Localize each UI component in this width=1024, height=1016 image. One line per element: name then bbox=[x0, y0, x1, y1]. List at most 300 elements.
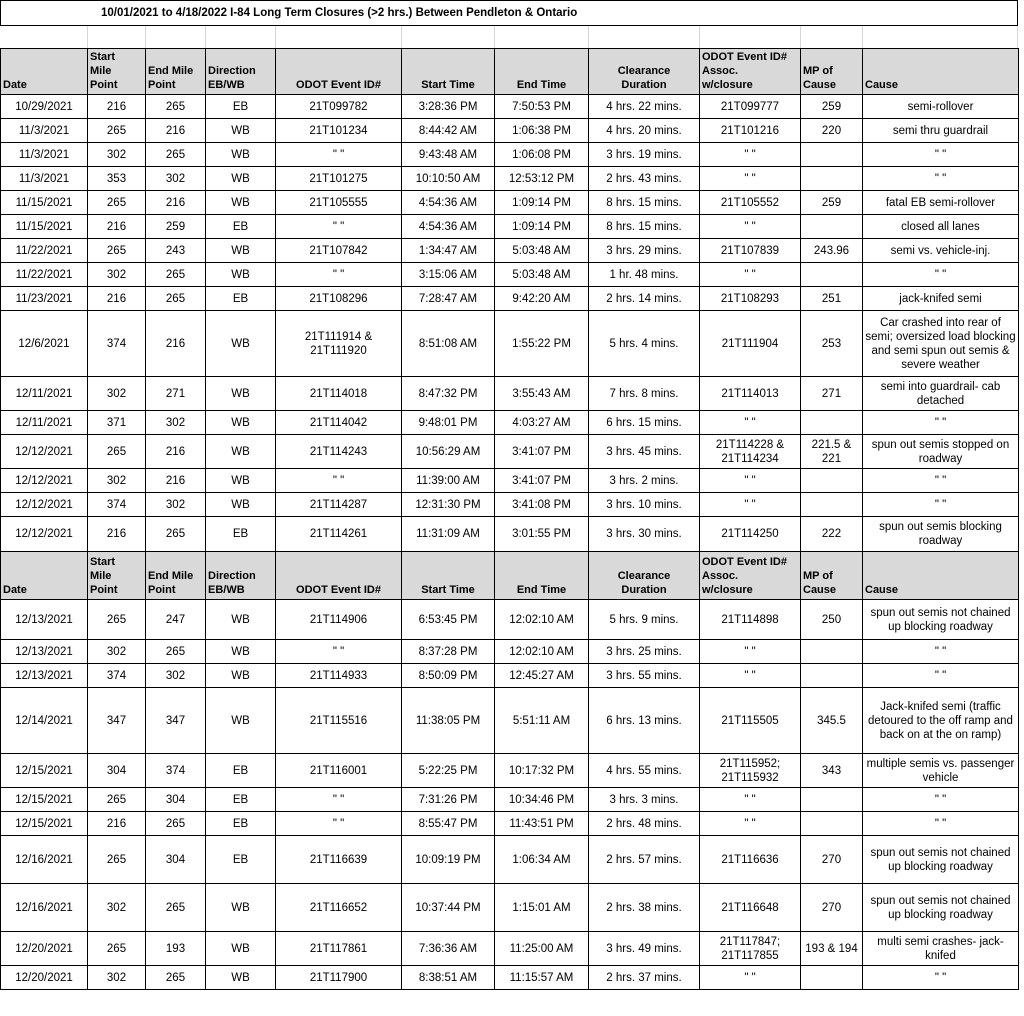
header-end-time-line: End Time bbox=[516, 584, 567, 596]
header-end-time bbox=[495, 552, 589, 600]
cell-date: 12/20/2021 bbox=[1, 932, 88, 966]
title-row bbox=[0, 0, 1018, 26]
cell-start-time: 1:34:47 AM bbox=[402, 239, 495, 263]
cell-end-time: 1:09:14 PM bbox=[495, 191, 589, 215]
cell-direction: EB bbox=[206, 754, 276, 788]
cell-date: 12/16/2021 bbox=[1, 884, 88, 932]
header-start-time bbox=[402, 552, 495, 600]
cell-direction: EB bbox=[206, 812, 276, 836]
cell-start-mile-point: 302 bbox=[88, 263, 146, 287]
header-direction bbox=[206, 552, 276, 600]
table-row bbox=[1, 239, 1019, 263]
cell-cause: " " bbox=[863, 143, 1019, 167]
header-start-mile-point bbox=[88, 552, 146, 600]
cell-clearance-duration: 3 hrs. 2 mins. bbox=[589, 469, 700, 493]
header-start-time-line: Start Time bbox=[421, 79, 475, 91]
cell-start-time: 8:37:28 PM bbox=[402, 640, 495, 664]
cell-direction: WB bbox=[206, 239, 276, 263]
cell-start-time: 3:15:06 AM bbox=[402, 263, 495, 287]
cell-date: 11/3/2021 bbox=[1, 167, 88, 191]
cell-mp-of-cause bbox=[801, 411, 863, 435]
cell-mp-of-cause bbox=[801, 493, 863, 517]
table-row bbox=[1, 119, 1019, 143]
cell-clearance-duration: 3 hrs. 3 mins. bbox=[589, 788, 700, 812]
cell-end-time: 3:41:08 PM bbox=[495, 493, 589, 517]
cell-assoc-event-id: " " bbox=[700, 411, 801, 435]
cell-start-mile-point: 265 bbox=[88, 932, 146, 966]
cell-cause: semi thru guardrail bbox=[863, 119, 1019, 143]
cell-end-time: 1:15:01 AM bbox=[495, 884, 589, 932]
table-row bbox=[1, 411, 1019, 435]
cell-mp-of-cause: 270 bbox=[801, 836, 863, 884]
cell-end-time: 10:34:46 PM bbox=[495, 788, 589, 812]
header-clearance-duration bbox=[589, 552, 700, 600]
cell-mp-of-cause bbox=[801, 966, 863, 990]
cell-start-mile-point: 265 bbox=[88, 600, 146, 640]
table-row bbox=[1, 215, 1019, 239]
cell-mp-of-cause: 220 bbox=[801, 119, 863, 143]
cell-end-time: 4:03:27 AM bbox=[495, 411, 589, 435]
cell-start-mile-point: 302 bbox=[88, 966, 146, 990]
cell-end-mile-point: 265 bbox=[146, 640, 206, 664]
cell-start-mile-point: 265 bbox=[88, 435, 146, 469]
cell-end-mile-point: 304 bbox=[146, 788, 206, 812]
cell-date: 12/11/2021 bbox=[1, 411, 88, 435]
cell-mp-of-cause bbox=[801, 215, 863, 239]
cell-date: 12/13/2021 bbox=[1, 640, 88, 664]
cell-start-mile-point: 347 bbox=[88, 688, 146, 754]
table-row bbox=[1, 95, 1019, 119]
cell-start-mile-point: 216 bbox=[88, 215, 146, 239]
cell-direction: WB bbox=[206, 493, 276, 517]
header-direction-line: Direction bbox=[208, 65, 256, 77]
cell-event-id: 21T114933 bbox=[276, 664, 402, 688]
cell-event-id: 21T099782 bbox=[276, 95, 402, 119]
cell-start-mile-point: 265 bbox=[88, 836, 146, 884]
cell-direction: WB bbox=[206, 377, 276, 411]
cell-event-id: 21T101234 bbox=[276, 119, 402, 143]
header-assoc-event-id-line: Assoc. bbox=[702, 65, 739, 77]
cell-date: 12/11/2021 bbox=[1, 377, 88, 411]
cell-clearance-duration: 2 hrs. 57 mins. bbox=[589, 836, 700, 884]
cell-end-mile-point: 265 bbox=[146, 812, 206, 836]
cell-direction: WB bbox=[206, 263, 276, 287]
cell-cause: fatal EB semi-rollover bbox=[863, 191, 1019, 215]
cell-cause: spun out semis not chained up blocking roadway bbox=[863, 600, 1019, 640]
header-start-mile-point-line: Point bbox=[90, 584, 118, 596]
table-row bbox=[1, 143, 1019, 167]
cell-end-mile-point: 347 bbox=[146, 688, 206, 754]
cell-end-mile-point: 302 bbox=[146, 664, 206, 688]
cell-assoc-event-id: " " bbox=[700, 640, 801, 664]
header-clearance-duration-line: Clearance bbox=[617, 570, 671, 582]
table-row bbox=[1, 263, 1019, 287]
cell-end-mile-point: 265 bbox=[146, 263, 206, 287]
cell-start-time: 6:53:45 PM bbox=[402, 600, 495, 640]
header-cause-line: Cause bbox=[865, 584, 899, 596]
cell-assoc-event-id: 21T114898 bbox=[700, 600, 801, 640]
header-assoc-event-id bbox=[700, 552, 801, 600]
header-direction-line: Direction bbox=[208, 570, 256, 582]
cell-clearance-duration: 7 hrs. 8 mins. bbox=[589, 377, 700, 411]
cell-end-mile-point: 265 bbox=[146, 517, 206, 552]
cell-end-mile-point: 259 bbox=[146, 215, 206, 239]
cell-mp-of-cause: 222 bbox=[801, 517, 863, 552]
cell-assoc-event-id: " " bbox=[700, 493, 801, 517]
cell-cause: " " bbox=[863, 788, 1019, 812]
header-cause bbox=[863, 552, 1019, 600]
header-event-id-line: ODOT Event ID# bbox=[296, 79, 381, 91]
table-row bbox=[1, 812, 1019, 836]
cell-clearance-duration: 3 hrs. 30 mins. bbox=[589, 517, 700, 552]
cell-clearance-duration: 8 hrs. 15 mins. bbox=[589, 215, 700, 239]
cell-direction: WB bbox=[206, 469, 276, 493]
header-row bbox=[1, 552, 1019, 600]
cell-assoc-event-id: " " bbox=[700, 469, 801, 493]
cell-event-id: 21T117900 bbox=[276, 966, 402, 990]
cell-direction: WB bbox=[206, 119, 276, 143]
cell-event-id: 21T115516 bbox=[276, 688, 402, 754]
header-direction-line: EB/WB bbox=[208, 584, 245, 596]
cell-direction: WB bbox=[206, 640, 276, 664]
cell-assoc-event-id: 21T107839 bbox=[700, 239, 801, 263]
cell-assoc-event-id: " " bbox=[700, 966, 801, 990]
cell-assoc-event-id: 21T114228 & 21T114234 bbox=[700, 435, 801, 469]
header-event-id bbox=[276, 49, 402, 95]
header-assoc-event-id-line: Assoc. bbox=[702, 570, 739, 582]
cell-start-time: 3:28:36 PM bbox=[402, 95, 495, 119]
cell-cause: Car crashed into rear of semi; oversized load blocking and semi spun out semis & severe weather bbox=[863, 311, 1019, 377]
table-row bbox=[1, 167, 1019, 191]
cell-date: 12/12/2021 bbox=[1, 469, 88, 493]
cell-clearance-duration: 6 hrs. 13 mins. bbox=[589, 688, 700, 754]
cell-cause: " " bbox=[863, 167, 1019, 191]
cell-date: 11/22/2021 bbox=[1, 239, 88, 263]
cell-direction: WB bbox=[206, 411, 276, 435]
cell-assoc-event-id: " " bbox=[700, 812, 801, 836]
cell-direction: WB bbox=[206, 932, 276, 966]
cell-end-mile-point: 247 bbox=[146, 600, 206, 640]
header-start-time-line: Start Time bbox=[421, 584, 475, 596]
cell-event-id: 21T114243 bbox=[276, 435, 402, 469]
cell-mp-of-cause: 250 bbox=[801, 600, 863, 640]
header-end-mile-point-line: Point bbox=[148, 584, 176, 596]
table-row bbox=[1, 688, 1019, 754]
cell-mp-of-cause: 259 bbox=[801, 95, 863, 119]
cell-mp-of-cause: 259 bbox=[801, 191, 863, 215]
cell-end-time: 10:17:32 PM bbox=[495, 754, 589, 788]
cell-event-id: " " bbox=[276, 263, 402, 287]
cell-date: 11/22/2021 bbox=[1, 263, 88, 287]
sheet-title: 10/01/2021 to 4/18/2022 I-84 Long Term Closures (>2 hrs.) Between Pendleton & Ontario bbox=[101, 7, 578, 19]
cell-end-time: 12:02:10 AM bbox=[495, 600, 589, 640]
table-row bbox=[1, 884, 1019, 932]
cell-end-time: 5:51:11 AM bbox=[495, 688, 589, 754]
cell-mp-of-cause: 253 bbox=[801, 311, 863, 377]
cell-event-id: " " bbox=[276, 788, 402, 812]
cell-end-time: 1:09:14 PM bbox=[495, 215, 589, 239]
cell-end-time: 12:53:12 PM bbox=[495, 167, 589, 191]
cell-start-time: 9:48:01 PM bbox=[402, 411, 495, 435]
cell-clearance-duration: 3 hrs. 10 mins. bbox=[589, 493, 700, 517]
cell-end-mile-point: 265 bbox=[146, 287, 206, 311]
cell-clearance-duration: 3 hrs. 55 mins. bbox=[589, 664, 700, 688]
table-row bbox=[1, 754, 1019, 788]
cell-date: 11/15/2021 bbox=[1, 215, 88, 239]
cell-event-id: 21T116001 bbox=[276, 754, 402, 788]
cell-mp-of-cause bbox=[801, 263, 863, 287]
cell-clearance-duration: 4 hrs. 22 mins. bbox=[589, 95, 700, 119]
cell-mp-of-cause: 343 bbox=[801, 754, 863, 788]
cell-cause: Jack-knifed semi (traffic detoured to the off ramp and back on at the on ramp) bbox=[863, 688, 1019, 754]
cell-date: 11/23/2021 bbox=[1, 287, 88, 311]
cell-date: 11/3/2021 bbox=[1, 119, 88, 143]
cell-end-mile-point: 374 bbox=[146, 754, 206, 788]
cell-event-id: 21T117861 bbox=[276, 932, 402, 966]
header-assoc-event-id bbox=[700, 49, 801, 95]
cell-end-mile-point: 302 bbox=[146, 411, 206, 435]
cell-date: 12/12/2021 bbox=[1, 517, 88, 552]
cell-direction: WB bbox=[206, 664, 276, 688]
cell-cause: " " bbox=[863, 812, 1019, 836]
cell-clearance-duration: 3 hrs. 29 mins. bbox=[589, 239, 700, 263]
cell-cause: multiple semis vs. passenger vehicle bbox=[863, 754, 1019, 788]
cell-end-mile-point: 265 bbox=[146, 95, 206, 119]
table-row bbox=[1, 966, 1019, 990]
cell-mp-of-cause: 221.5 & 221 bbox=[801, 435, 863, 469]
cell-event-id: 21T114287 bbox=[276, 493, 402, 517]
cell-event-id: 21T101275 bbox=[276, 167, 402, 191]
header-event-id bbox=[276, 552, 402, 600]
cell-assoc-event-id: " " bbox=[700, 263, 801, 287]
table-row bbox=[1, 640, 1019, 664]
table-row bbox=[1, 517, 1019, 552]
cell-date: 12/15/2021 bbox=[1, 788, 88, 812]
cell-mp-of-cause: 243.96 bbox=[801, 239, 863, 263]
cell-end-mile-point: 243 bbox=[146, 239, 206, 263]
header-mp-of-cause-line: Cause bbox=[803, 584, 837, 596]
cell-assoc-event-id: 21T114013 bbox=[700, 377, 801, 411]
cell-assoc-event-id: " " bbox=[700, 143, 801, 167]
cell-event-id: " " bbox=[276, 640, 402, 664]
cell-assoc-event-id: 21T115952; 21T115932 bbox=[700, 754, 801, 788]
header-mp-of-cause-line: MP of bbox=[803, 65, 833, 77]
cell-clearance-duration: 1 hr. 48 mins. bbox=[589, 263, 700, 287]
cell-cause: " " bbox=[863, 263, 1019, 287]
cell-event-id: " " bbox=[276, 812, 402, 836]
cell-cause: semi vs. vehicle-inj. bbox=[863, 239, 1019, 263]
cell-start-time: 7:36:36 AM bbox=[402, 932, 495, 966]
cell-date: 12/14/2021 bbox=[1, 688, 88, 754]
cell-start-mile-point: 374 bbox=[88, 493, 146, 517]
header-assoc-event-id-line: ODOT Event ID# bbox=[702, 556, 787, 568]
cell-event-id: 21T114261 bbox=[276, 517, 402, 552]
cell-start-mile-point: 216 bbox=[88, 517, 146, 552]
cell-end-mile-point: 265 bbox=[146, 143, 206, 167]
cell-direction: WB bbox=[206, 435, 276, 469]
header-start-mile-point bbox=[88, 49, 146, 95]
cell-start-mile-point: 302 bbox=[88, 143, 146, 167]
cell-start-time: 7:31:26 PM bbox=[402, 788, 495, 812]
cell-direction: WB bbox=[206, 884, 276, 932]
cell-mp-of-cause bbox=[801, 469, 863, 493]
cell-end-time: 1:06:34 AM bbox=[495, 836, 589, 884]
cell-start-mile-point: 374 bbox=[88, 664, 146, 688]
cell-assoc-event-id: 21T105552 bbox=[700, 191, 801, 215]
cell-end-time: 11:43:51 PM bbox=[495, 812, 589, 836]
cell-start-time: 8:51:08 AM bbox=[402, 311, 495, 377]
cell-date: 12/16/2021 bbox=[1, 836, 88, 884]
cell-assoc-event-id: 21T099777 bbox=[700, 95, 801, 119]
header-date-line: Date bbox=[3, 79, 27, 91]
cell-start-time: 8:38:51 AM bbox=[402, 966, 495, 990]
cell-end-time: 11:25:00 AM bbox=[495, 932, 589, 966]
header-mp-of-cause-line: Cause bbox=[803, 79, 837, 91]
cell-event-id: 21T114906 bbox=[276, 600, 402, 640]
header-start-mile-point-line: Mile bbox=[90, 65, 112, 77]
cell-assoc-event-id: 21T114250 bbox=[700, 517, 801, 552]
cell-assoc-event-id: 21T116648 bbox=[700, 884, 801, 932]
cell-start-time: 8:55:47 PM bbox=[402, 812, 495, 836]
cell-mp-of-cause bbox=[801, 664, 863, 688]
cell-direction: WB bbox=[206, 143, 276, 167]
cell-event-id: 21T107842 bbox=[276, 239, 402, 263]
header-end-time-line: End Time bbox=[516, 79, 567, 91]
cell-start-time: 4:54:36 AM bbox=[402, 191, 495, 215]
cell-clearance-duration: 2 hrs. 37 mins. bbox=[589, 966, 700, 990]
cell-mp-of-cause: 345.5 bbox=[801, 688, 863, 754]
cell-date: 11/15/2021 bbox=[1, 191, 88, 215]
cell-start-time: 11:39:00 AM bbox=[402, 469, 495, 493]
cell-start-mile-point: 265 bbox=[88, 119, 146, 143]
cell-end-mile-point: 304 bbox=[146, 836, 206, 884]
cell-end-mile-point: 302 bbox=[146, 493, 206, 517]
cell-mp-of-cause: 193 & 194 bbox=[801, 932, 863, 966]
header-end-mile-point-line: End Mile bbox=[148, 570, 194, 582]
table-row bbox=[1, 788, 1019, 812]
cell-cause: spun out semis blocking roadway bbox=[863, 517, 1019, 552]
table-row bbox=[1, 932, 1019, 966]
cell-assoc-event-id: 21T115505 bbox=[700, 688, 801, 754]
header-start-mile-point-line: Point bbox=[90, 79, 118, 91]
cell-event-id: " " bbox=[276, 143, 402, 167]
cell-direction: WB bbox=[206, 191, 276, 215]
table-row bbox=[1, 287, 1019, 311]
header-clearance-duration bbox=[589, 49, 700, 95]
cell-direction: WB bbox=[206, 688, 276, 754]
cell-event-id: 21T116652 bbox=[276, 884, 402, 932]
cell-end-mile-point: 271 bbox=[146, 377, 206, 411]
cell-mp-of-cause bbox=[801, 640, 863, 664]
cell-end-time: 12:45:27 AM bbox=[495, 664, 589, 688]
cell-end-mile-point: 216 bbox=[146, 435, 206, 469]
cell-clearance-duration: 5 hrs. 4 mins. bbox=[589, 311, 700, 377]
header-mp-of-cause bbox=[801, 49, 863, 95]
cell-direction: WB bbox=[206, 311, 276, 377]
cell-cause: jack-knifed semi bbox=[863, 287, 1019, 311]
cell-assoc-event-id: 21T111904 bbox=[700, 311, 801, 377]
cell-cause: semi-rollover bbox=[863, 95, 1019, 119]
cell-direction: WB bbox=[206, 966, 276, 990]
header-start-mile-point-line: Mile bbox=[90, 570, 112, 582]
header-cause-line: Cause bbox=[865, 79, 899, 91]
cell-date: 12/15/2021 bbox=[1, 812, 88, 836]
cell-start-mile-point: 302 bbox=[88, 884, 146, 932]
cell-end-time: 11:15:57 AM bbox=[495, 966, 589, 990]
cell-date: 10/29/2021 bbox=[1, 95, 88, 119]
cell-date: 12/13/2021 bbox=[1, 664, 88, 688]
cell-event-id: 21T105555 bbox=[276, 191, 402, 215]
header-end-mile-point bbox=[146, 49, 206, 95]
cell-event-id: 21T114018 bbox=[276, 377, 402, 411]
cell-assoc-event-id: " " bbox=[700, 215, 801, 239]
table-row bbox=[1, 600, 1019, 640]
cell-clearance-duration: 3 hrs. 19 mins. bbox=[589, 143, 700, 167]
cell-date: 12/20/2021 bbox=[1, 966, 88, 990]
cell-clearance-duration: 4 hrs. 20 mins. bbox=[589, 119, 700, 143]
cell-start-mile-point: 265 bbox=[88, 239, 146, 263]
cell-start-mile-point: 304 bbox=[88, 754, 146, 788]
cell-start-time: 10:56:29 AM bbox=[402, 435, 495, 469]
empty-row bbox=[0, 26, 1018, 48]
cell-cause: " " bbox=[863, 664, 1019, 688]
cell-start-mile-point: 302 bbox=[88, 469, 146, 493]
header-clearance-duration-line: Clearance bbox=[617, 65, 671, 77]
cell-cause: spun out semis stopped on roadway bbox=[863, 435, 1019, 469]
cell-start-time: 10:10:50 AM bbox=[402, 167, 495, 191]
cell-clearance-duration: 5 hrs. 9 mins. bbox=[589, 600, 700, 640]
header-direction bbox=[206, 49, 276, 95]
cell-clearance-duration: 8 hrs. 15 mins. bbox=[589, 191, 700, 215]
cell-mp-of-cause bbox=[801, 788, 863, 812]
cell-start-time: 12:31:30 PM bbox=[402, 493, 495, 517]
table-row bbox=[1, 435, 1019, 469]
cell-direction: EB bbox=[206, 215, 276, 239]
cell-start-mile-point: 216 bbox=[88, 95, 146, 119]
cell-clearance-duration: 2 hrs. 14 mins. bbox=[589, 287, 700, 311]
cell-assoc-event-id: " " bbox=[700, 788, 801, 812]
cell-mp-of-cause: 270 bbox=[801, 884, 863, 932]
cell-end-mile-point: 265 bbox=[146, 966, 206, 990]
cell-clearance-duration: 3 hrs. 25 mins. bbox=[589, 640, 700, 664]
table-row bbox=[1, 493, 1019, 517]
cell-assoc-event-id: 21T117847; 21T117855 bbox=[700, 932, 801, 966]
header-direction-line: EB/WB bbox=[208, 79, 245, 91]
cell-direction: EB bbox=[206, 788, 276, 812]
cell-start-time: 5:22:25 PM bbox=[402, 754, 495, 788]
cell-start-time: 10:09:19 PM bbox=[402, 836, 495, 884]
cell-cause: semi into guardrail- cab detached bbox=[863, 377, 1019, 411]
cell-start-time: 8:50:09 PM bbox=[402, 664, 495, 688]
cell-assoc-event-id: 21T108293 bbox=[700, 287, 801, 311]
cell-start-mile-point: 216 bbox=[88, 287, 146, 311]
header-event-id-line: ODOT Event ID# bbox=[296, 584, 381, 596]
cell-event-id: " " bbox=[276, 469, 402, 493]
cell-start-mile-point: 265 bbox=[88, 191, 146, 215]
cell-start-time: 10:37:44 PM bbox=[402, 884, 495, 932]
cell-direction: EB bbox=[206, 517, 276, 552]
table-row bbox=[1, 377, 1019, 411]
cell-event-id: 21T108296 bbox=[276, 287, 402, 311]
cell-date: 12/12/2021 bbox=[1, 435, 88, 469]
cell-date: 12/12/2021 bbox=[1, 493, 88, 517]
cell-end-time: 3:01:55 PM bbox=[495, 517, 589, 552]
cell-mp-of-cause: 251 bbox=[801, 287, 863, 311]
cell-cause: " " bbox=[863, 640, 1019, 664]
cell-cause: " " bbox=[863, 411, 1019, 435]
header-end-mile-point bbox=[146, 552, 206, 600]
cell-start-mile-point: 371 bbox=[88, 411, 146, 435]
